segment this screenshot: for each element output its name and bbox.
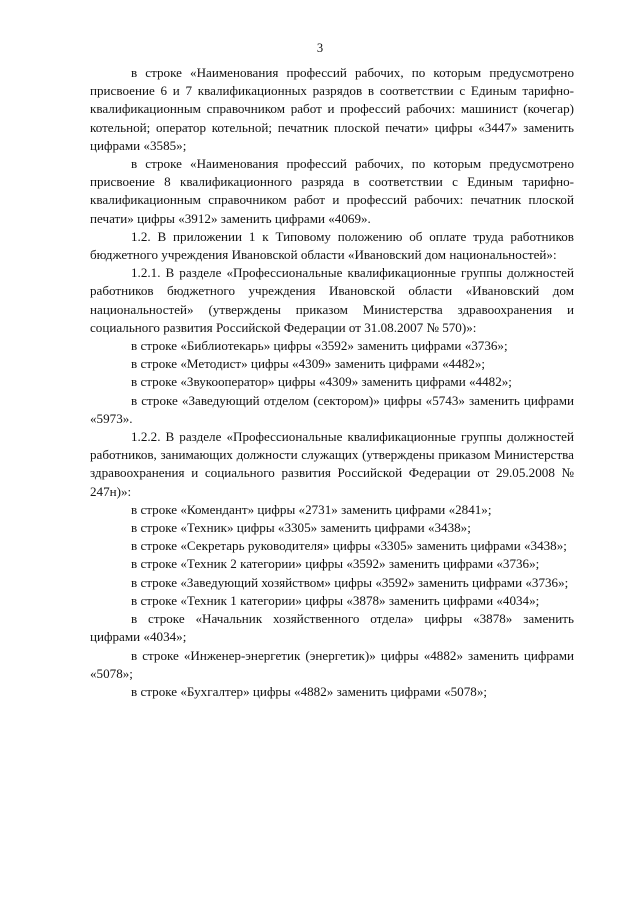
paragraph: в строке «Бухгалтер» цифры «4882» заменить цифрами «5078»; [131, 683, 488, 699]
paragraph: в строке «Наименования профессий рабочих, по которым предусмотрено присвоение 8 квалификационного разряда в соответствии с Единым тарифно-квалификационным справочником работ и профессий рабочих: печатник плоской печати» цифры «3912» заменить цифрами «4069». [90, 156, 574, 226]
paragraph: в строке «Методист» цифры «4309» заменить цифрами «4482»; [131, 356, 486, 372]
paragraph: 1.2.1. В разделе «Профессиональные квалификационные группы должностей работников бюджетного учреждения Ивановской области «Ивановский дом национальностей» (утверждены приказом Министерства здравоохранения и социального развития Российской Федерации от 31.08.2007 № 570)»: [90, 265, 574, 335]
page-number: 3 [316, 41, 324, 55]
paragraph: 1.2.2. В разделе «Профессиональные квалификационные группы должностей работников, занимающих должности служащих (утверждены приказом Министерства здравоохранения и социального развития Российской Федерации от 29.05.2008 № 247н)»: [90, 429, 574, 499]
paragraph: в строке «Наименования профессий рабочих, по которым предусмотрено присвоение 6 и 7 квалификационных разрядов в соответствии с Единым тарифно-квалификационным справочником работ и профессий рабочих: машинист (кочегар) котельной; оператор котельной; печатник плоской печати» цифры «3447» заменить цифрами «3585»; [90, 65, 574, 153]
paragraph: в строке «Секретарь руководителя» цифры «3305» заменить цифрами «3438»; [131, 538, 567, 554]
paragraph: в строке «Техник» цифры «3305» заменить цифрами «3438»; [131, 520, 471, 536]
paragraph: в строке «Инженер-энергетик (энергетик)» цифры «4882» заменить цифрами «5078»; [90, 647, 574, 681]
paragraph: в строке «Техник 2 категории» цифры «3592» заменить цифрами «3736»; [131, 556, 540, 572]
paragraph: в строке «Библиотекарь» цифры «3592» заменить цифрами «3736»; [131, 338, 508, 354]
paragraph: в строке «Заведующий хозяйством» цифры «3592» заменить цифрами «3736»; [131, 574, 569, 590]
paragraph: 1.2. В приложении 1 к Типовому положению об оплате труда работников бюджетного учреждения Ивановской области «Ивановский дом национальностей»: [90, 228, 574, 263]
paragraph: в строке «Звукооператор» цифры «4309» заменить цифрами «4482»; [131, 374, 512, 390]
paragraph: в строке «Начальник хозяйственного отдела» цифры «3878» заменить цифрами «4034»; [90, 611, 574, 645]
paragraph: в строке «Комендант» цифры «2731» заменить цифрами «2841»; [131, 501, 492, 517]
paragraph: в строке «Заведующий отделом (сектором)» цифры «5743» заменить цифрами «5973». [90, 392, 574, 426]
document-body [90, 64, 574, 701]
paragraph: в строке «Техник 1 категории» цифры «3878» заменить цифрами «4034»; [131, 592, 540, 608]
